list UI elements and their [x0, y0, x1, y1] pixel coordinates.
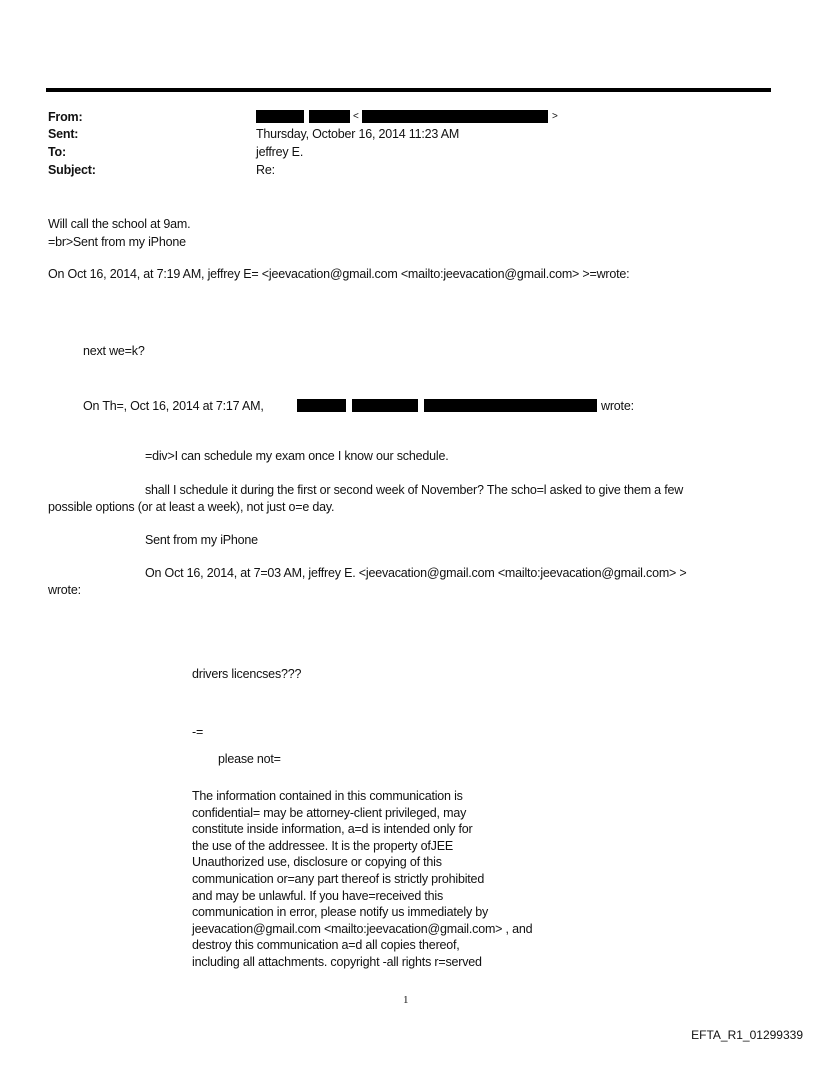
disclaimer-line: communication in error, please notify us immediately by: [192, 905, 489, 920]
quote-header-end: wrote:: [601, 399, 634, 413]
disclaimer-line: including all attachments. copyright -all rights r=served: [192, 954, 482, 969]
subject-value: Re:: [256, 163, 275, 177]
disclaimer-line: jeevacation@gmail.com <mailto:jeevacation@gmail.com> , and: [192, 921, 533, 936]
redaction: [424, 399, 597, 412]
quote-header: On Oct 16, 2014, at 7:19 AM, jeffrey E= <jeevacation@gmail.com <mailto:jeevacation@gmail.com> >=wrote:: [48, 267, 630, 281]
redaction: [362, 110, 548, 123]
from-gt: >: [552, 111, 558, 122]
disclaimer-line: The information contained in this communication is: [192, 789, 463, 803]
to-label: To:: [48, 145, 66, 159]
body-line: =br>Sent from my iPhone: [48, 235, 186, 249]
redaction: [256, 110, 304, 123]
document-id: EFTA_R1_01299339: [691, 1028, 803, 1042]
subject-label: Subject:: [48, 163, 96, 177]
from-lt: <: [353, 111, 359, 122]
to-value: jeffrey E.: [256, 145, 304, 159]
quote-header: On Th=, Oct 16, 2014 at 7:17 AM,: [83, 399, 264, 413]
disclaimer-line: destroy this communication a=d all copies thereof,: [192, 938, 460, 953]
quote-text: possible options (or at least a week), not just o=e day.: [48, 500, 335, 514]
quote-header: wrote:: [48, 583, 81, 597]
redaction: [309, 110, 350, 123]
from-label: From:: [48, 110, 83, 124]
page-number: 1: [403, 994, 409, 1006]
quote-text: drivers licencses???: [192, 667, 302, 681]
please-note: please not=: [218, 752, 281, 766]
disclaimer-line: Unauthorized use, disclosure or copying of this: [192, 855, 442, 870]
disclaimer-line: communication or=any part thereof is strictly prohibited: [192, 871, 485, 886]
disclaimer-line: confidential= may be attorney-client privileged, may: [192, 805, 467, 820]
disclaimer-line: the use of the addressee. It is the property ofJEE: [192, 838, 453, 853]
quote-text: =div>I can schedule my exam once I know our schedule.: [145, 449, 449, 463]
header-rule: [46, 88, 771, 92]
disclaimer-line: constitute inside information, a=d is intended only for: [192, 822, 473, 837]
quote-text: Sent from my iPhone: [145, 533, 258, 547]
quote-header: On Oct 16, 2014, at 7=03 AM, jeffrey E. <jeevacation@gmail.com <mailto:jeevacation@gmail.com> >: [145, 566, 687, 580]
quote-text: shall I schedule it during the first or second week of November? The scho=l asked to give them a few: [145, 483, 684, 497]
sent-value: Thursday, October 16, 2014 11:23 AM: [256, 127, 460, 141]
quote-text: next we=k?: [83, 344, 145, 358]
redaction: [352, 399, 418, 412]
redaction: [297, 399, 346, 412]
signature-dash: -=: [192, 725, 204, 739]
sent-label: Sent:: [48, 127, 79, 141]
body-line: Will call the school at 9am.: [48, 217, 191, 231]
disclaimer-line: and may be unlawful. If you have=received this: [192, 888, 444, 903]
disclaimer: [192, 788, 532, 971]
